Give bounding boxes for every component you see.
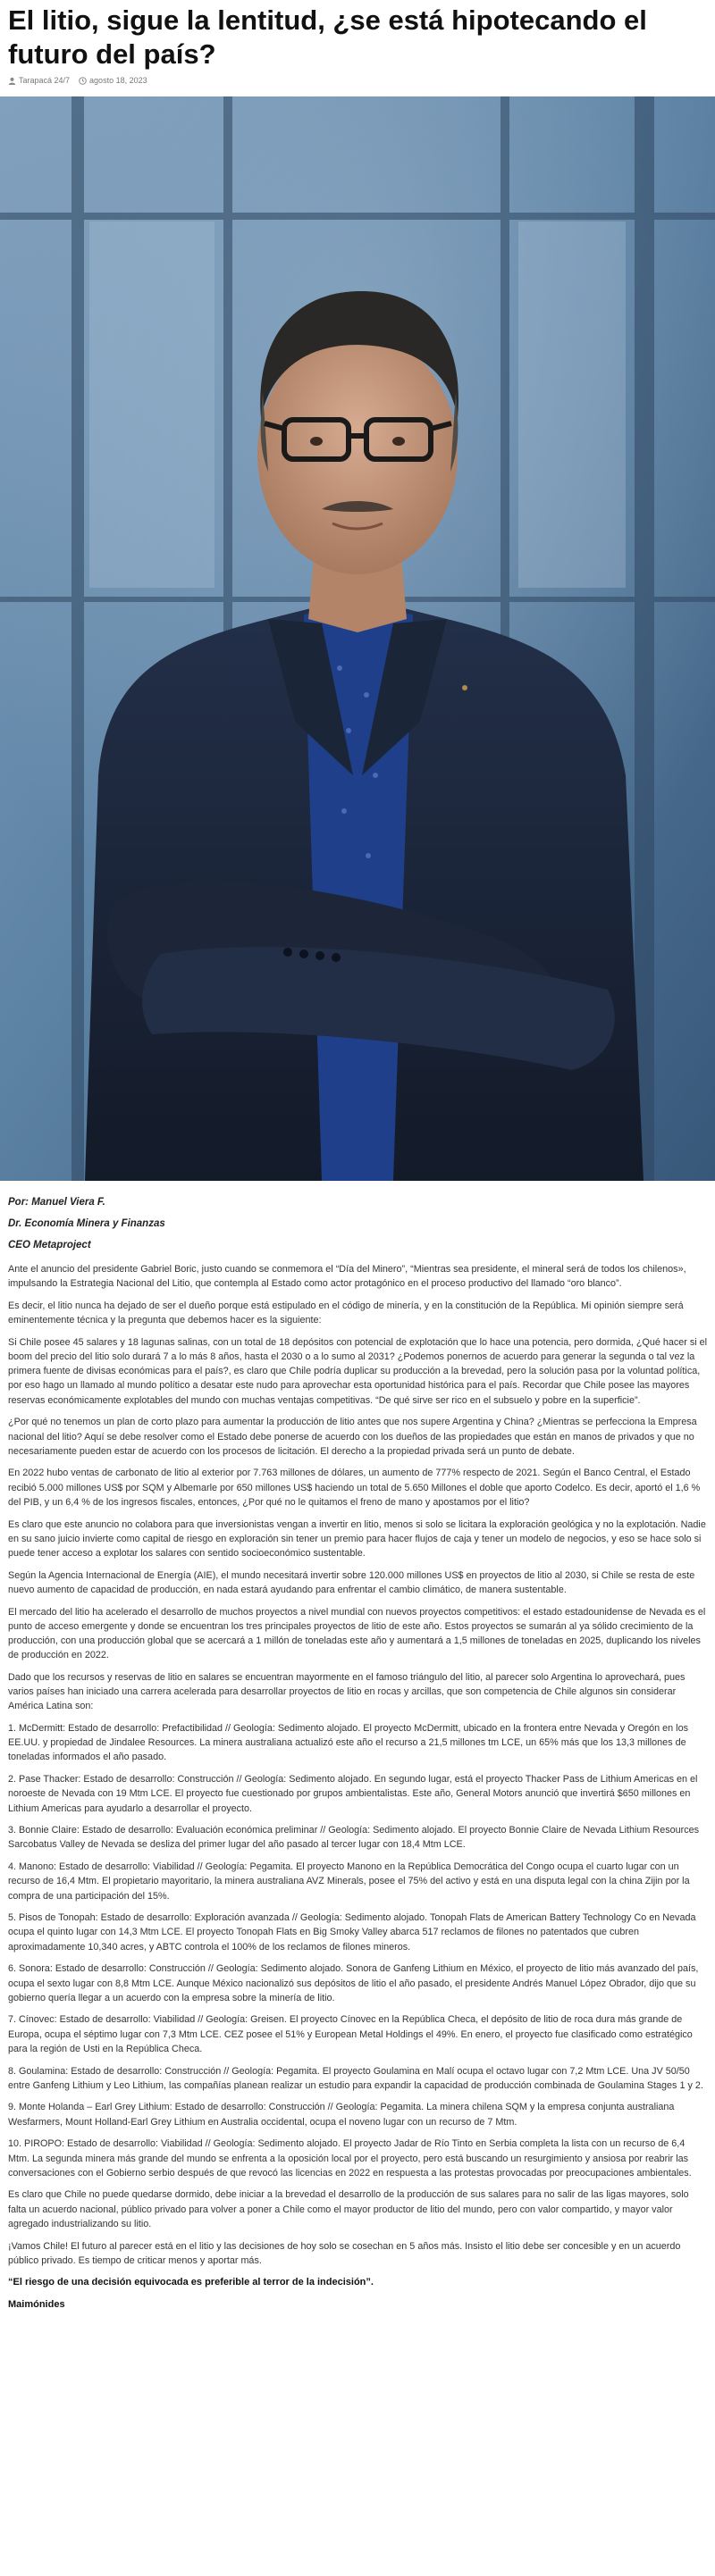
list-item: 10. PIROPO: Estado de desarrollo: Viabilidad // Geología: Sedimento alojado. El proyecto Jadar de Río Tinto en Serbia completa la lista con un recurso de 6,4 Mtm. La segunda minera más grande del mundo se enfrenta a la oposición local por el proyecto, pero está buscando un resurgimiento y ansiosa por reabrir las conversaciones con el Gobierno serbio después de que revocó las licencias en 2022 en respuesta a las protestas provocadas por preocupaciones ambientales.: [8, 2138, 692, 2179]
list-item: 9. Monte Holanda – Earl Grey Lithium: Estado de desarrollo: Construcción // Geología: Pegamita. La minera chilena SQM y la empresa conjunta australiana Wesfarmers, Mount Holland-Earl Grey Lithium en Australia occidental, ocupa el noveno lugar con un recurso de 7 Mtm.: [8, 2102, 675, 2128]
list-item: 2. Pase Thacker: Estado de desarrollo: Construcción // Geología: Sedimento alojado. En segundo lugar, está el proyecto Thacker Pass de Lithium Americas en el noroeste de Nevada con 19 Mtm LCE. El proyecto fue cuestionado por grupos ambientalistas. Este año, General Motors anunció que invertirá $650 millones en Lithium Americas para ayudarlo a desarrollar el proyecto.: [8, 1774, 698, 1814]
portrait-photo: [0, 96, 715, 1181]
featured-image: [0, 96, 715, 1181]
article-meta: [8, 76, 147, 85]
list-item: 1. McDermitt: Estado de desarrollo: Prefactibilidad // Geología: Sedimento alojado. El proyecto McDermitt, ubicado en la frontera entre Nevada y Oregón en los EE.UU. y propiedad de Jindalee Resources. La minera australiana actualizó este año el recurso a 21,5 millones tm LCE, un 65% más que los 13,3 millones de toneladas informados el año pasado.: [8, 1722, 688, 1763]
paragraph: Ante el anuncio del presidente Gabriel Boric, justo cuando se conmemora el “Día del Minero”, “Mientras sea presidente, el mineral será de todos los chilenos», impulsando la Estrategia Nacional del Litio, que contempla al Estado como actor protagónico en el proceso productivo del llamado “oro blanco”.: [8, 1264, 686, 1290]
meta-date: [79, 76, 147, 85]
meta-source-label: Tarapacá 24/7: [19, 76, 71, 85]
article-title: El litio, sigue la lentitud, ¿se está hipotecando el futuro del país?: [8, 4, 647, 70]
user-icon: [8, 77, 16, 85]
list-item: 8. Goulamina: Estado de desarrollo: Construcción // Geología: Pegamita. El proyecto Goulamina en Malí ocupa el octavo lugar con 7,2 Mtm LCE. Una JV 50/50 entre Ganfeng Lithium y Leo Lithium, las compañías planean realizar un estudio para expandir la capacidad de producción combinada de Goulamina Stages 1 y 2.: [8, 2065, 703, 2091]
paragraph: En 2022 hubo ventas de carbonato de litio al exterior por 7.763 millones de dólares, un aumento de 777% respecto de 2021. Según el Banco Central, el Estado recibió 5.000 millones US$ por SQM y Albemarle por 650 millones US$ haciendo un total de 5.650 Millones el doble que aporto Codelco. Es decir, aportó el 1,6 % del PIB, y un 6,4 % de los ingresos fiscales, entonces, ¿Por qué no le quitamos el freno de mano y apostamos por el litio?: [8, 1468, 701, 1508]
meta-source[interactable]: [8, 76, 70, 85]
closing-quote: “El riesgo de una decisión equivocada es preferible al terror de la indecisión”.: [8, 2277, 374, 2288]
list-item: 6. Sonora: Estado de desarrollo: Construcción // Geología: Sedimento alojado. Sonora de Ganfeng Lithium en México, el proyecto de litio más avanzado del país, ocupa el sexto lugar con 8,8 Mtm LCE. Aunque México nacionalizó sus depósitos de litio el año pasado, el presidente Andrés Manuel López Obrador, dijo que su gobierno quería llegar a un acuerdo con la empresa sobre la minería de litio.: [8, 1963, 699, 2003]
paragraph: Es claro que este anuncio no colabora para que inversionistas vengan a invertir en litio, menos si solo se licitara la exploración geológica y no la explotación. Nadie en su sano juicio invierte como capital de riesgo en exploración sin tener un premio para hacer flujos de caja y tener un modelo de negocios, y eso se hace solo si puede tener acceso a explotar los salares con sentido socioeconómico sustentable.: [8, 1518, 706, 1559]
paragraph: Es decir, el litio nunca ha dejado de ser el dueño porque está estipulado en el código de minería, y en la constitución de la República. Mi opinión siempre será eminentemente técnica y la pregunta que debemos hacer es la siguiente:: [8, 1300, 684, 1326]
paragraph: Si Chile posee 45 salares y 18 lagunas salinas, con un total de 18 depósitos con potencial de explotación que lo hace una potencia, pero dormida, ¿Qué hacer si el boom del precio del litio solo durará 7 a lo más 8 años, hasta el 2030 o a lo sumo al 2031? ¿Podemos ponernos de acuerdo para generar la segunda o tal vez la primera fuente de divisas económicas para el país?, es claro que Chile podría duplicar su producción a la brevedad, pero la solución pasa por la voluntad política, por eso hago un llamado al mundo político a desatar este nudo para aprovechar esta oportunidad histórica para el país. Recordar que Chile posee las mayores reservas económicamente explotables del mundo con muchas ventajas competitivas. “De qué sirve ser rico en el subsuelo y pobre en la superficie”.: [8, 1336, 708, 1406]
meta-date-label: agosto 18, 2023: [89, 76, 147, 85]
paragraph: El mercado del litio ha acelerado el desarrollo de muchos proyectos a nivel mundial con nuevos proyectos competitivos: el estado estadounidense de Nevada es el punto de acceso emergente y donde se encuentran los tres principales proyectos de litio de este año. Estos proyectos se sumarán al ya sólido crecimiento de la producción, con una producción global que se acercará a 1 millón de toneladas este año y aumentará a 1,5 millones de toneladas en 2025, duplicando los niveles de producción en 2022.: [8, 1606, 706, 1661]
paragraph: ¡Vamos Chile! El futuro al parecer está en el litio y las decisiones de hoy solo se cosechan en 5 años más. Insisto el litio debe ser concesible y en un acuerdo público privado. Es tiempo de criticar menos y aportar más.: [8, 2240, 681, 2266]
byline-role: Dr. Economía Minera y Finanzas: [8, 1218, 165, 1229]
list-item: 5. Pisos de Tonopah: Estado de desarrollo: Exploración avanzada // Geología: Sedimento alojado. Tonopah Flats de American Battery Technology Co en Nevada ocupa el quinto lugar con 14,3 Mtm LCE. El proyecto Tonopah Flats en Big Smoky Valley abarca 517 reclamos de filones no patentados que cubren aproximadamente 10,340 acres, y ABTC controla el 100% de los reclamos de filones mineros.: [8, 1912, 696, 1953]
byline-position: CEO Metaproject: [8, 1240, 91, 1250]
byline: [8, 1195, 165, 1259]
article-body: [8, 1262, 709, 2320]
quote-author: Maimónides: [8, 2299, 65, 2311]
list-item: 4. Manono: Estado de desarrollo: Viabilidad // Geología: Pegamita. El proyecto Manono en la República Democrática del Congo ocupa el cuarto lugar con un recurso de 16,4 Mtm. El propietario mayoritario, la minera australiana AVZ Minerals, posee el 75% del activo y está en una disputa legal con la china Zijin por la compra de una participación del 15%.: [8, 1861, 690, 1902]
byline-author: Por: Manuel Viera F.: [8, 1197, 105, 1208]
paragraph: Es claro que Chile no puede quedarse dormido, debe iniciar a la brevedad el desarrollo de la producción de sus salares para no salir de las ligas mayores, solo falta un acuerdo nacional, público privado para volver a poner a Chile como el mayor productor de litio del mundo, pero con valor compartido, y mayor valor agregado industrializando su litio.: [8, 2189, 689, 2229]
list-item: 7. Cínovec: Estado de desarrollo: Viabilidad // Geología: Greisen. El proyecto Cínovec en la República Checa, el depósito de litio de roca dura más grande de Europa, ocupa el séptimo lugar con 7,3 Mtm LCE. CEZ posee el 51% y European Metal Holdings el 49%. En enero, el proyecto fue clasificado como estratégico para la región de Usti en la República Checa.: [8, 2014, 693, 2054]
list-item: 3. Bonnie Claire: Estado de desarrollo: Evaluación económica preliminar // Geología: Sedimento alojado. El proyecto Bonnie Claire de Nevada Lithium Resources Sarcobatus Valley de Nevada se desliza del primer lugar del año pasado al tercer lugar con 18,4 Mtm LCE.: [8, 1825, 700, 1851]
clock-icon: [79, 77, 87, 85]
paragraph: ¿Por qué no tenemos un plan de corto plazo para aumentar la producción de litio antes que nos supere Argentina y China? ¿Mientras se perfecciona la Empresa nacional del litio? Aquí se debe resolver como el Estado debe ponerse de acuerdo con los dueños de las propiedades que están en manos de privados y que no necesariamente pueden estar de acuerdo con los procesos de licitación. El derecho a la propiedad privada será un punto de debate.: [8, 1417, 697, 1457]
paragraph: Según la Agencia Internacional de Energía (AIE), el mundo necesitará invertir sobre 120.000 millones US$ en proyectos de litio al 2030, si Chile se resta de este nuevo aumento de capacidad de producción, en nada estará ayudando para enfrentar el cambio climático, de manera sustentable.: [8, 1569, 695, 1595]
paragraph: Dado que los recursos y reservas de litio en salares se encuentran mayormente en el famoso triángulo del litio, al parecer solo Argentina lo aprovechará, pues varios países han iniciado una carrera acelerada para desarrollar proyectos de litio en rocas y arcillas, que son competencia de Chile algunos sin considerar América Latina son:: [8, 1671, 686, 1712]
